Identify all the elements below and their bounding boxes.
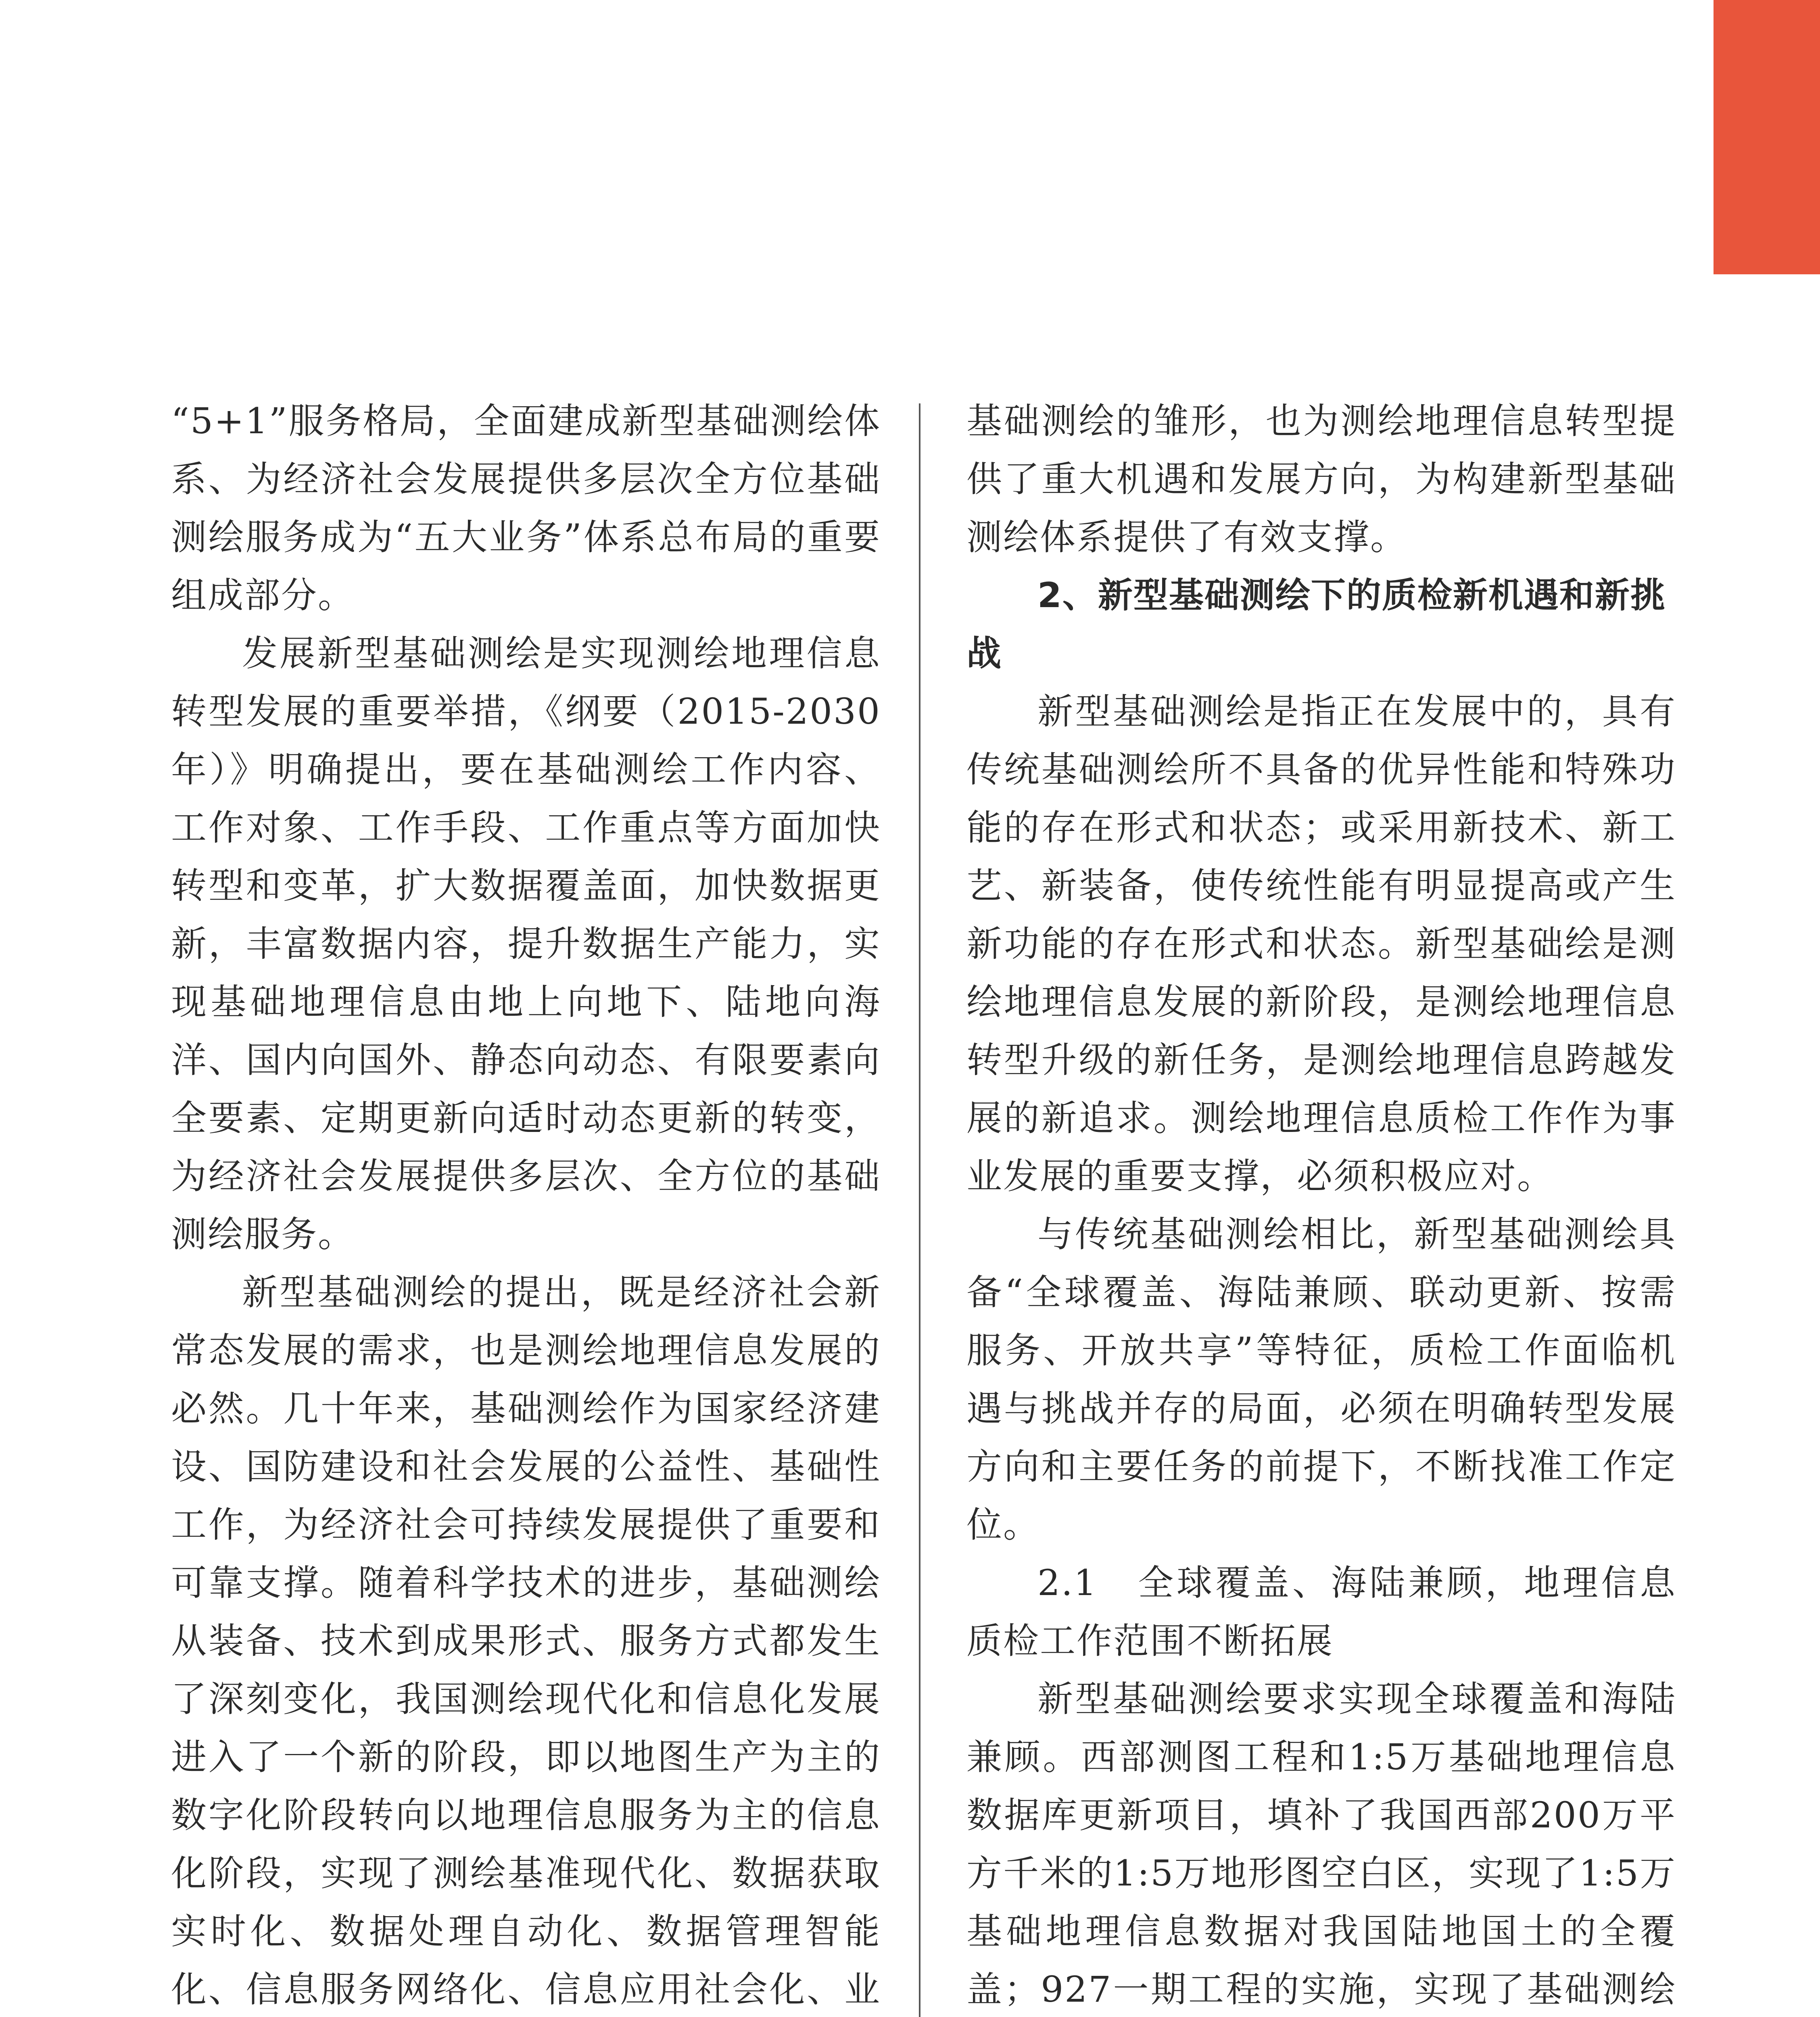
body-paragraph: 基础测绘的雏形，也为测绘地理信息转型提供了重大机遇和发展方向，为构建新型基础测绘体系提供了有效支撑。 — [966, 400, 1676, 558]
column-divider — [919, 403, 920, 2017]
body-paragraph: 新型基础测绘是指正在发展中的，具有传统基础测绘所不具备的优异性能和特殊功能的存在形式和状态；或采用新技术、新工艺、新装备，使传统性能有明显提高或产生新功能的存在形式和状态。新型基础绘是测绘地理信息发展的新阶段，是测绘地理信息转型升级的新任务，是测绘地理信息跨越发展的新追求。测绘地理信息质检工作作为事业发展的重要支撑，必须积极应对。 — [966, 691, 1676, 1197]
body-paragraph: 新型基础测绘要求实现全球覆盖和海陆兼顾。西部测图工程和1:5万基础地理信息数据库更新项目，填补了我国西部200万平方千米的1:5万地形图空白区，实现了1:5万基础地理信息数据对我国陆地国土的全覆盖；927一期工程的实施，实现了基础测绘 — [966, 1678, 1676, 2010]
body-paragraph: “5+1”服务格局，全面建成新型基础测绘体系、为经济社会发展提供多层次全方位基础测绘服务成为“五大业务”体系总布局的重要组成部分。 — [171, 400, 881, 616]
body-paragraph: 新型基础测绘的提出，既是经济社会新常态发展的需求，也是测绘地理信息发展的必然。几十年来，基础测绘作为国家经济建设、国防建设和社会发展的公益性、基础性工作，为经济社会可持续发展提供了重要和可靠支撑。随着科学技术的进步，基础测绘从装备、技术到成果形式、服务方式都发生了深刻变化，我国测绘现代化和信息化发展进入了一个新的阶段，即以地图生产为主的数字化阶段转向以地理信息服务为主的信息化阶段，实现了测绘基准现代化、数据获取实时化、数据处理自动化、数据管理智能化、信息服务网络化、信息应用社会化、业 — [171, 1272, 881, 2010]
right-column — [966, 392, 1676, 2017]
section-heading: 2、新型基础测绘下的质检新机遇和新挑战 — [966, 575, 1666, 674]
chapter-color-tab — [1714, 0, 1820, 274]
body-paragraph: 发展新型基础测绘是实现测绘地理信息转型发展的重要举措，《纲要（2015-2030年）》明确提出，要在基础测绘工作内容、工作对象、工作手段、工作重点等方面加快转型和变革，扩大数据覆盖面，加快数据更新，丰富数据内容，提升数据生产能力，实现基础地理信息由地上向地下、陆地向海洋、国内向国外、静态向动态、有限要素向全要素、定期更新向适时动态更新的转变，为经济社会发展提供多层次、全方位的基础测绘服务。 — [171, 633, 881, 1255]
subsection-heading: 2.1 全球覆盖、海陆兼顾，地理信息质检工作范围不断拓展 — [966, 1562, 1676, 1662]
body-paragraph: 与传统基础测绘相比，新型基础测绘具备“全球覆盖、海陆兼顾、联动更新、按需服务、开放共享”等特征，质检工作面临机遇与挑战并存的局面，必须在明确转型发展方向和主要任务的前提下，不断找准工作定位。 — [966, 1213, 1676, 1545]
left-column — [171, 392, 881, 2017]
